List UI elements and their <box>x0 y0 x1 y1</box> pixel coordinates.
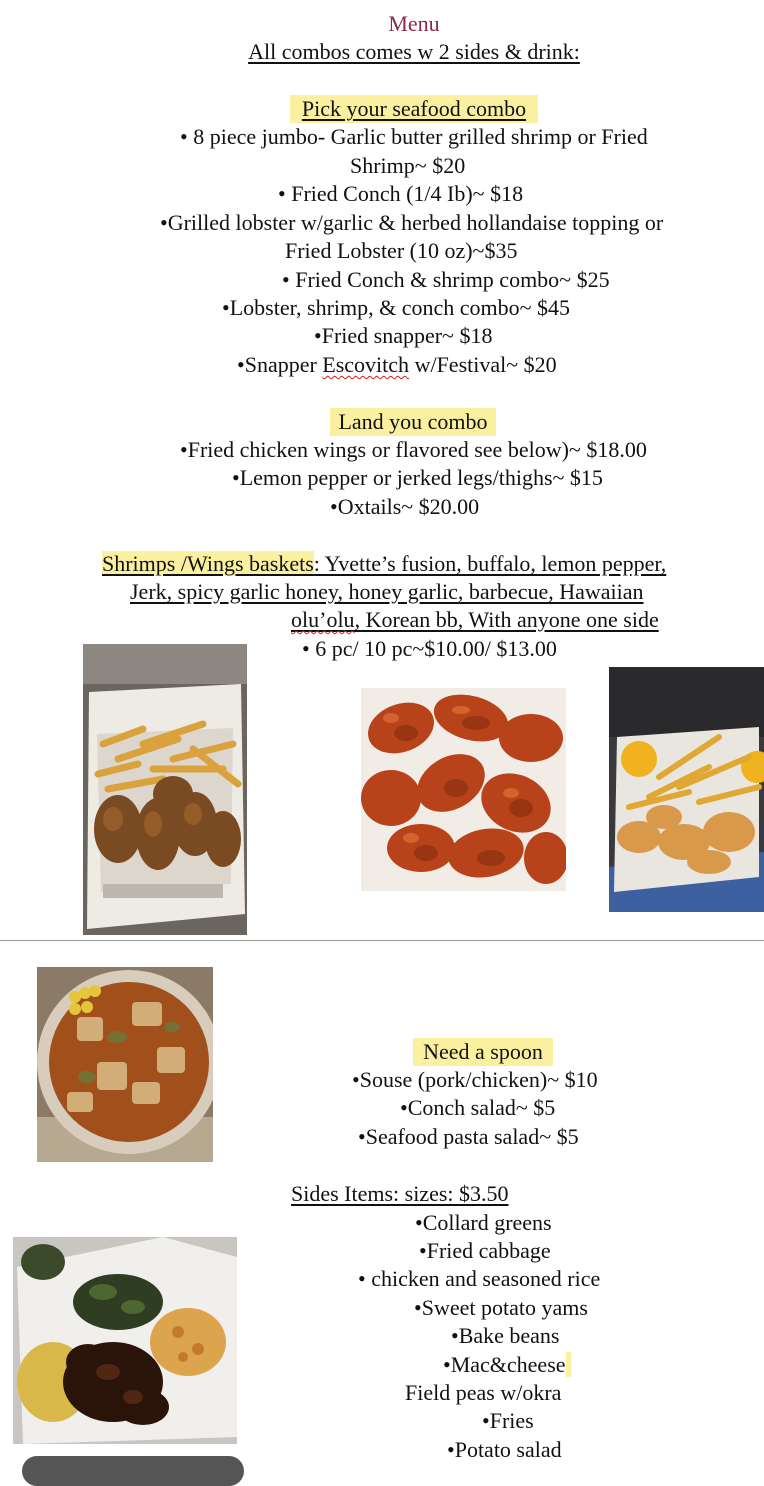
glazed-wings-photo <box>361 688 566 891</box>
sides-item: •Fries <box>482 1408 534 1433</box>
sides-heading: Sides Items: sizes: $3.50 <box>291 1181 509 1206</box>
seafood-item: • 8 piece jumbo- Garlic butter grilled shrimp or Fried <box>180 124 648 149</box>
land-item: •Oxtails~ $20.00 <box>330 494 480 519</box>
sides-item: •Collard greens <box>415 1210 552 1235</box>
sides-item: Field peas w/okra <box>405 1380 562 1405</box>
highlight-mark <box>566 1352 572 1377</box>
sides-item: •Sweet potato yams <box>414 1295 588 1320</box>
baskets-price: • 6 pc/ 10 pc~$10.00/ $13.00 <box>302 636 557 661</box>
spoon-item: •Conch salad~ $5 <box>400 1095 556 1120</box>
land-heading: Land you combo <box>330 408 496 436</box>
baskets-line-2: Jerk, spicy garlic honey, honey garlic, barbecue, Hawaiian <box>130 579 644 604</box>
spoon-item: •Seafood pasta salad~ $5 <box>358 1124 579 1149</box>
escovitch-pre: •Snapper <box>237 352 323 377</box>
page-title: Menu <box>388 11 440 36</box>
combo-intro: All combos comes w 2 sides & drink: <box>248 39 580 64</box>
land-item: •Fried chicken wings or flavored see below)~ $18.00 <box>180 437 647 462</box>
sides-item: •Bake beans <box>451 1323 560 1348</box>
seafood-item: Shrimp~ $20 <box>350 153 466 178</box>
bottom-bar[interactable] <box>22 1456 244 1486</box>
oluolu-word: olu’olu <box>291 607 355 632</box>
sides-item <box>443 1351 571 1379</box>
seafood-heading: Pick your seafood combo <box>290 95 538 123</box>
souse-bowl-photo <box>37 967 213 1162</box>
seafood-item-escovitch <box>237 351 557 379</box>
spoon-item: •Souse (pork/chicken)~ $10 <box>352 1067 598 1092</box>
page-divider <box>0 940 764 941</box>
fried-chicken-fries-photo <box>83 644 247 935</box>
baskets-heading: Shrimps /Wings baskets <box>102 551 314 576</box>
seafood-item: •Lobster, shrimp, & conch combo~ $45 <box>222 295 571 320</box>
baskets-line-3 <box>291 606 659 634</box>
seafood-item: •Fried snapper~ $18 <box>314 323 493 348</box>
escovitch-post: w/Festival~ $20 <box>409 352 557 377</box>
seafood-item: Fried Lobster (10 oz)~$35 <box>285 238 518 263</box>
sides-item: • chicken and seasoned rice <box>358 1266 601 1291</box>
seafood-item: •Grilled lobster w/garlic & herbed hollandaise topping or <box>160 210 664 235</box>
land-item: •Lemon pepper or jerked legs/thighs~ $15 <box>232 465 603 490</box>
sides-item: •Fried cabbage <box>419 1238 551 1263</box>
baskets-line-1 <box>102 550 666 578</box>
seafood-item: • Fried Conch (1/4 Ib)~ $18 <box>278 181 524 206</box>
escovitch-word: Escovitch <box>322 352 410 377</box>
baskets-flavors-1: : Yvette’s fusion, buffalo, lemon pepper, <box>313 551 667 576</box>
plate-oxtail-greens-photo <box>13 1237 237 1444</box>
sides-item: •Potato salad <box>447 1437 562 1462</box>
mac-cheese-label: •Mac&cheese <box>443 1352 566 1377</box>
spoon-heading: Need a spoon <box>413 1038 553 1066</box>
shrimp-basket-photo <box>609 667 764 912</box>
baskets-flavors-3: , Korean bb, With anyone one side <box>354 607 659 632</box>
seafood-item: • Fried Conch & shrimp combo~ $25 <box>282 267 610 292</box>
